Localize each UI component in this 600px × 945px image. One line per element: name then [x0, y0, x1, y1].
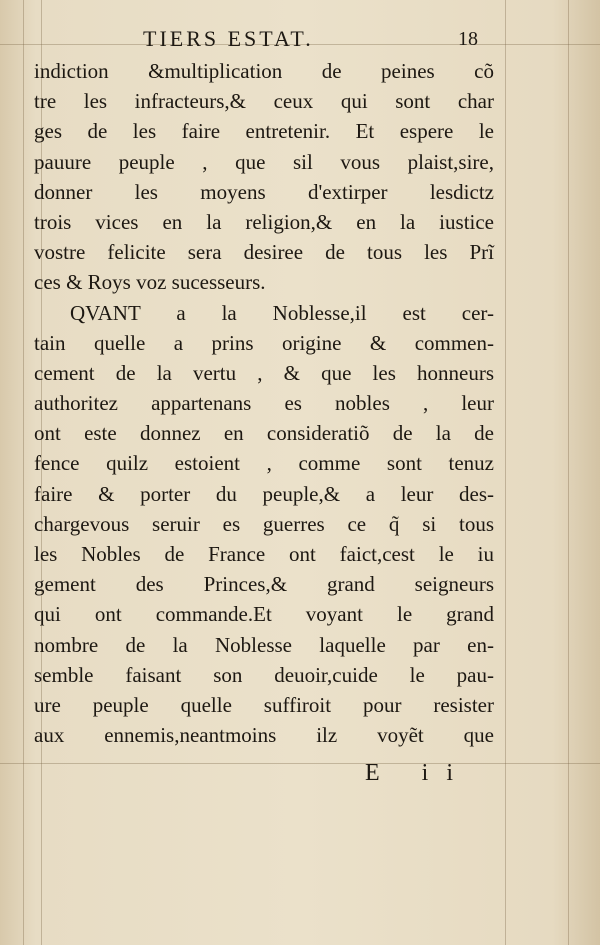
text-line: donner les moyens d'extirper lesdictz: [34, 179, 494, 204]
page-guide-outer-right: [568, 0, 569, 945]
text-line: pauure peuple , que sil vous plaist,sire,: [34, 149, 494, 174]
text-line: semble faisant son deuoir,cuide le pau-: [34, 662, 494, 687]
text-line: authoritez appartenans es nobles , leur: [34, 391, 494, 416]
text-line: vostre felicite sera desiree de tous les Prĩ: [34, 240, 494, 265]
text-line: ces & Roys voz sucesseurs.: [34, 270, 266, 295]
running-head: [0, 22, 600, 56]
text-line: chargevous seruir es guerres ce q̃ si tous: [34, 511, 494, 536]
text-line: ges de les faire entretenir. Et espere le: [34, 119, 494, 144]
text-line: les Nobles de France ont faict,cest le iu: [34, 542, 494, 566]
text-line: QVANT a la Noblesse,il est cer-: [70, 300, 494, 325]
text-line: tain quelle a prins origine & commen-: [34, 330, 494, 355]
page-guide-left: [23, 0, 24, 945]
text-line: ure peuple quelle suffiroit pour resister: [34, 692, 494, 717]
text-line: trois vices en la religion,& en la iustice: [34, 209, 494, 234]
text-line: ont este donnez en consideratiõ de la de: [34, 421, 494, 446]
running-head-title: TIERS ESTAT.: [143, 26, 314, 51]
text-line: indiction &multiplication de peines cõ: [34, 59, 494, 83]
text-line: gement des Princes,& grand seigneurs: [34, 572, 494, 597]
text-line: qui ont commande.Et voyant le grand: [34, 602, 494, 627]
text-line: tre les infracteurs,& ceux qui sont char: [34, 89, 494, 114]
body-text: [34, 56, 494, 750]
page-number: 18: [458, 28, 478, 50]
text-line: cement de la vertu , & que les honneurs: [34, 360, 494, 385]
page-guide-bottom: [0, 763, 600, 764]
text-line: nombre de la Noblesse laquelle par en-: [34, 632, 494, 657]
signature-mark: E ii: [365, 760, 471, 786]
text-line: fence quilz estoient , comme sont tenuz: [34, 451, 494, 476]
page-guide-right: [505, 0, 506, 945]
text-line: aux ennemis,neantmoins ilz voyẽt que: [34, 723, 494, 748]
text-line: faire & porter du peuple,& a leur des-: [34, 481, 494, 506]
